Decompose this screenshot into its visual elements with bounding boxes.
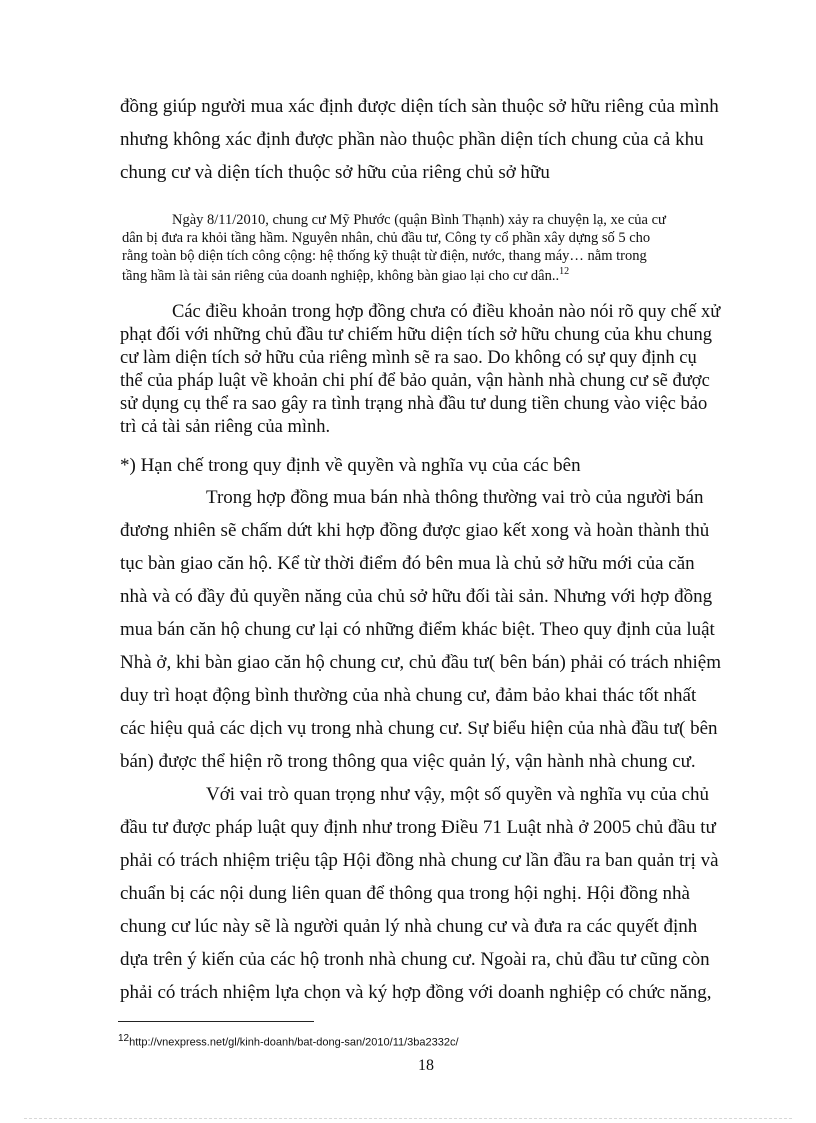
quote-line: [122, 266, 569, 285]
text-line: trì cả tài sản riêng của mình.: [120, 417, 331, 437]
text-line: nhà và có đầy đủ quyền năng của chủ sở hữu đối tài sản. Nhưng với hợp đồng: [120, 586, 713, 607]
quote-line: rằng toàn bộ diện tích công cộng: hệ thống kỹ thuật từ điện, nước, thang máy… nằm trong: [122, 248, 647, 264]
quote-line-text: tầng hầm là tài sản riêng của doanh nghiệp, không bàn giao lại cho cư dân..: [122, 267, 560, 284]
text-line: tục bàn giao căn hộ. Kể từ thời điểm đó bên mua là chủ sở hữu mới của căn: [120, 553, 695, 574]
footnote-link[interactable]: http://vnexpress.net/gl/kinh-doanh/bat-dong-san/2010/11/3ba2332c/: [129, 1036, 459, 1049]
text-line: duy trì hoạt động bình thường của nhà chung cư, đảm bảo khai thác tốt nhất: [120, 685, 697, 706]
quote-line: dân bị đưa ra khỏi tầng hầm. Nguyên nhân, chủ đầu tư, Công ty cổ phần xây dựng số 5 cho: [122, 230, 651, 246]
text-line: Các điều khoản trong hợp đồng chưa có điều khoản nào nói rõ quy chế xử: [172, 302, 721, 322]
text-line: nhưng không xác định được phần nào thuộc phần diện tích chung của cả khu: [120, 129, 704, 150]
footnote-separator: [118, 1021, 314, 1022]
page-boundary: [24, 1118, 792, 1119]
text-line: cư làm diện tích sở hữu của riêng mình sẽ ra sao. Do không có sự quy định cụ: [120, 348, 697, 368]
text-line: phải có trách nhiệm triệu tập Hội đồng nhà chung cư lần đầu ra ban quản trị và: [120, 850, 719, 871]
text-line: bán) được thể hiện rõ trong thông qua việc quản lý, vận hành nhà chung cư.: [120, 751, 696, 772]
text-line: chuẩn bị các nội dung liên quan để thông qua trong hội nghị. Hội đồng nhà: [120, 883, 690, 904]
text-line: chung cư và diện tích thuộc sở hữu của riêng chủ sở hữu: [120, 162, 550, 183]
text-line: Nhà ở, khi bàn giao căn hộ chung cư, chủ đầu tư( bên bán) phải có trách nhiệm: [120, 652, 721, 673]
text-line: đồng giúp người mua xác định được diện tích sàn thuộc sở hữu riêng của mình: [120, 96, 719, 117]
page-number: 18: [418, 1057, 434, 1074]
text-line: phạt đối với những chủ đầu tư chiếm hữu diện tích sở hữu chung của khu chung: [120, 325, 712, 345]
text-line: chung cư lúc này sẽ là người quản lý nhà chung cư và đưa ra các quyết định: [120, 916, 698, 937]
text-line: mua bán căn hộ chung cư lại có những điểm khác biệt. Theo quy định của luật: [120, 619, 715, 640]
text-line: đương nhiên sẽ chấm dứt khi hợp đồng được giao kết xong và hoàn thành thủ: [120, 520, 710, 541]
text-line: sử dụng cụ thể ra sao gây ra tình trạng nhà đầu tư dung tiền chung vào việc bảo: [120, 394, 708, 414]
footnote: [118, 1033, 459, 1049]
text-line: thể của pháp luật về khoản chi phí để bảo quản, vận hành nhà chung cư sẽ được: [120, 371, 710, 391]
section-heading: *) Hạn chế trong quy định về quyền và nghĩa vụ của các bên: [120, 455, 581, 476]
footnote-number: 12: [118, 1033, 130, 1044]
footnote-reference: 12: [559, 266, 570, 277]
text-line: dựa trên ý kiến của các hộ tronh nhà chung cư. Ngoài ra, chủ đầu tư cũng còn: [120, 949, 710, 970]
text-line: Trong hợp đồng mua bán nhà thông thường vai trò của người bán: [206, 487, 704, 508]
text-line: các hiệu quả các dịch vụ trong nhà chung cư. Sự biểu hiện của nhà đầu tư( bên: [120, 718, 718, 739]
quote-line: Ngày 8/11/2010, chung cư Mỹ Phước (quận Bình Thạnh) xảy ra chuyện lạ, xe của cư: [172, 212, 666, 228]
text-line: đầu tư được pháp luật quy định như trong Điều 71 Luật nhà ở 2005 chủ đầu tư: [120, 817, 716, 838]
text-line: phải có trách nhiệm lựa chọn và ký hợp đồng với doanh nghiệp có chức năng,: [120, 982, 712, 1003]
text-line: Với vai trò quan trọng như vậy, một số quyền và nghĩa vụ của chủ: [206, 784, 709, 805]
